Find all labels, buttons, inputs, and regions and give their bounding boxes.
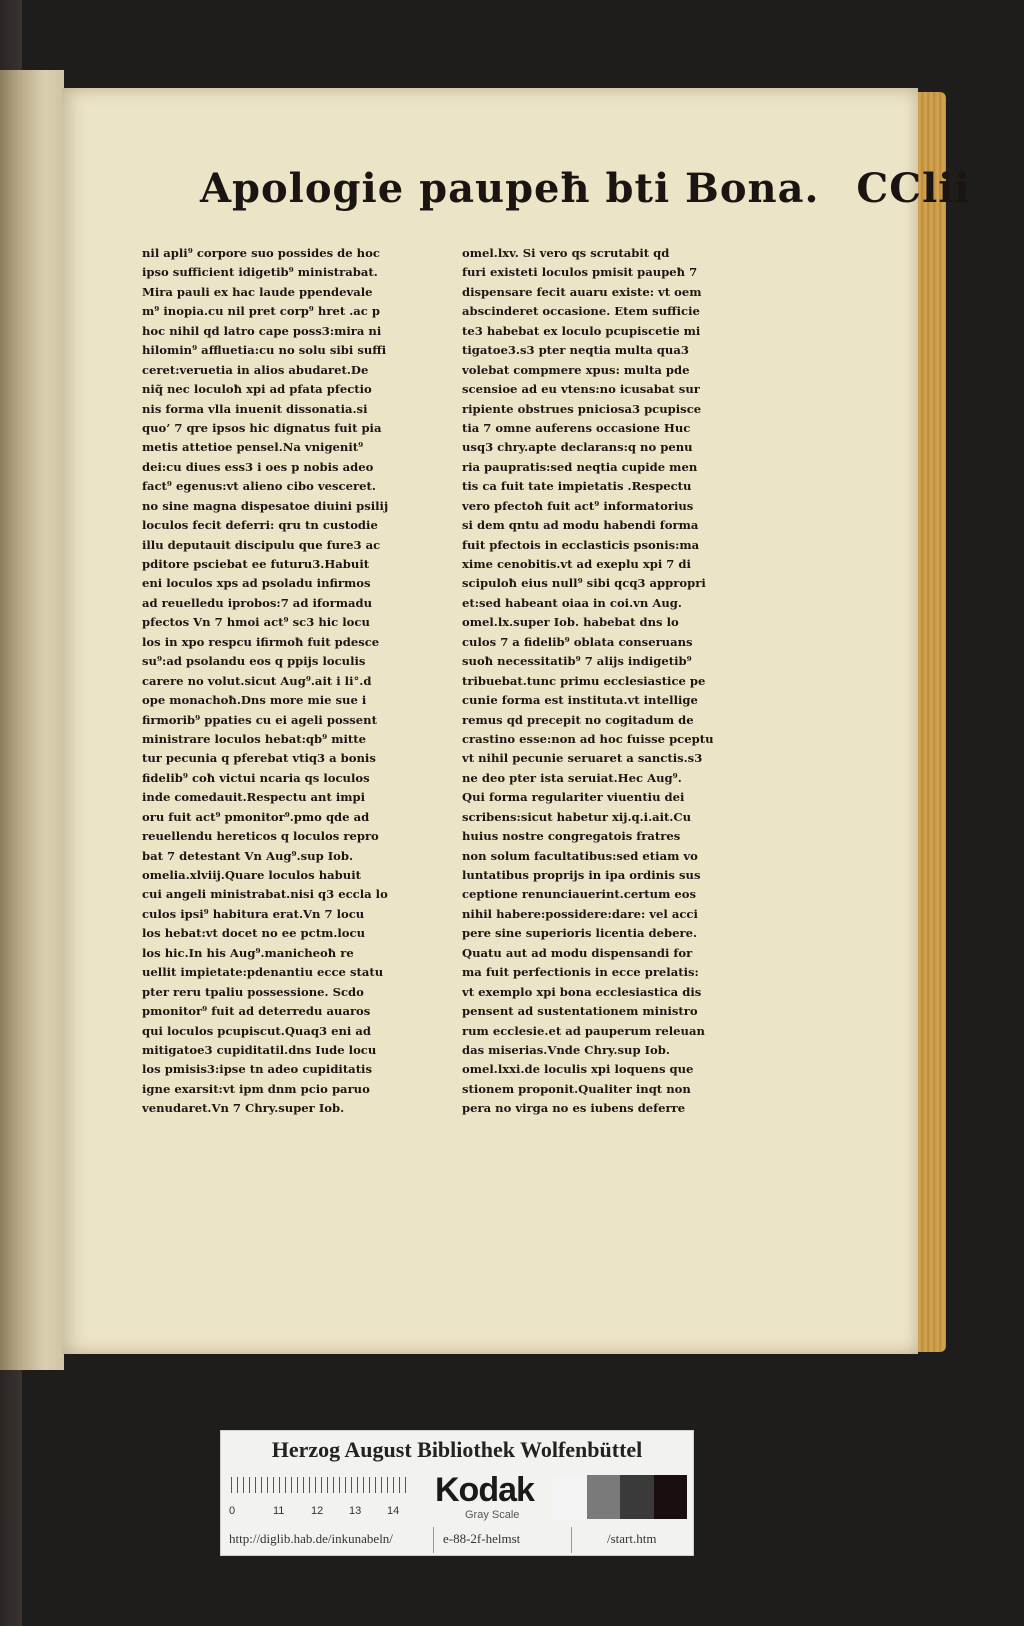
ruler xyxy=(231,1477,409,1504)
text-line: scribens:sicut habetur xij.q.i.ait.Cu xyxy=(462,809,692,824)
text-line: bat 7 detestant Vn Aug⁹.sup Iob. xyxy=(142,848,354,863)
text-line: vero pfectoħ fuit act⁹ informatorius xyxy=(462,498,694,513)
start-link: /start.htm xyxy=(607,1531,657,1546)
text-line: cui angeli ministrabat.nisi q3 eccla lo xyxy=(142,887,388,902)
gray-swatch xyxy=(587,1475,621,1519)
text-line: inde comedauit.Respectu ant impi xyxy=(142,790,366,805)
text-line: omelia.xlviij.Quare loculos habuit xyxy=(142,868,361,882)
ruler-number: 14 xyxy=(387,1505,400,1517)
text-line: tur pecunia q pferebat vtiq3 a bonis xyxy=(142,751,376,766)
ruler-number: 11 xyxy=(273,1505,285,1517)
gray-swatch xyxy=(620,1475,654,1519)
text-line: vt nihil pecunie seruaret a sanctis.s3 xyxy=(462,751,703,766)
text-line: oru fuit act⁹ pmonitor⁹.pmo qde ad xyxy=(142,809,370,824)
text-line: los hebat:vt docet no ee pctm.locu xyxy=(142,926,365,941)
text-line: ministrare loculos hebat:qb⁹ mitte xyxy=(142,731,367,746)
text-line: metis attetioe pensel.Na vnigenit⁹ xyxy=(142,440,364,455)
ruler-number: 13 xyxy=(349,1505,362,1517)
text-line: rum ecclesie.et ad pauperum releuan xyxy=(462,1023,705,1038)
text-line: m⁹ inopia.cu nil pret corp⁹ hret .ac p xyxy=(142,304,380,319)
text-line: Mira pauli ex hac laude ppendevale xyxy=(142,284,373,299)
text-line: xime cenobitis.vt ad exeplu xpi 7 di xyxy=(462,557,691,571)
gray-swatch xyxy=(553,1475,587,1519)
text-line: luntatibus proprijs in ipa ordinis sus xyxy=(462,868,701,882)
text-line: scipuloħ eius null⁹ sibi qcq3 appropri xyxy=(462,576,706,591)
text-line: pditore psciebat ee futuru3.Habuit xyxy=(142,557,370,571)
text-line: niq̃ nec loculoħ xpi ad pfata pfectio xyxy=(142,382,372,397)
kodak-logo: Kodak xyxy=(435,1471,534,1509)
text-line: firmorib⁹ ppaties cu ei ageli possent xyxy=(142,712,377,727)
text-line: tribuebat.tunc primu ecclesiastice pe xyxy=(462,673,706,688)
text-line: ope monachoħ.Dns more mie sue i xyxy=(142,693,367,708)
text-line: los in xpo respcu ifirmoħ fuit pdesce xyxy=(142,634,380,649)
ruler-numbers xyxy=(229,1505,419,1519)
text-line: et:sed habeant oiaa in coi.vn Aug. xyxy=(462,595,682,610)
folio-number: CClii xyxy=(856,165,971,212)
text-line: omel.lxv. Si vero qs scrutabit qd xyxy=(462,246,670,260)
text-line: fidelib⁹ coħ victui ncaria qs loculos xyxy=(142,770,370,785)
text-line: ipso sufficient idigetib⁹ ministrabat. xyxy=(142,265,378,280)
text-line: fact⁹ egenus:vt alieno cibo vesceret. xyxy=(142,479,376,494)
facing-page-edge xyxy=(0,70,64,1370)
text-line: pter reru tpaliu possessione. Scdo xyxy=(142,984,364,999)
text-line: pensent ad sustentationem ministro xyxy=(462,1004,698,1019)
text-line: tigatoe3.s3 pter neqtia multa qua3 xyxy=(462,343,689,358)
ruler-number: 0 xyxy=(229,1505,236,1517)
text-line: nis forma vlla inuenit dissonatia.si xyxy=(142,401,368,416)
text-line: non solum facultatibus:sed etiam vo xyxy=(462,848,698,863)
text-line: los pmisis3:ipse tn adeo cupiditatis xyxy=(142,1062,372,1077)
text-line: ma fuit perfectionis in ecce prelatis: xyxy=(462,965,699,980)
text-line: furi existeti loculos pmisit paupeħ 7 xyxy=(462,265,698,280)
text-line: fuit pfectois in ecclasticis psonis:ma xyxy=(462,537,700,552)
url-row xyxy=(221,1529,693,1551)
gray-scale-label: Gray Scale xyxy=(465,1509,520,1521)
text-line: cunie forma est instituta.vt intellige xyxy=(462,693,698,708)
text-line: ceptione renunciauerint.certum eos xyxy=(462,887,697,902)
text-line: stionem proponit.Qualiter inqt non xyxy=(462,1081,691,1096)
ruler-number: 12 xyxy=(311,1505,324,1517)
text-line: Quatu aut ad modu dispensandi for xyxy=(462,945,693,960)
running-head-title: Apologie paupeħ bti Bona. xyxy=(200,165,820,212)
text-line: los hic.In his Aug⁹.manicheoħ re xyxy=(142,945,354,960)
text-line: remus qd precepit no cogitadum de xyxy=(462,712,694,727)
text-line: venudaret.Vn 7 Chry.super Iob. xyxy=(142,1101,345,1116)
text-line: suoħ necessitatib⁹ 7 alijs indigetib⁹ xyxy=(462,654,692,669)
text-line: volebat compmere xpus: multa pde xyxy=(462,362,690,377)
text-line: si dem qntu ad modu habendi forma xyxy=(462,518,699,533)
text-line: ria paupratis:sed neqtia cupide men xyxy=(462,459,698,474)
text-line: hoc nihil qd latro cape poss3:mira ni xyxy=(142,323,382,338)
text-line: huius nostre congregatois fratres xyxy=(462,829,681,844)
institution-label: Herzog August Bibliothek Wolfenbüttel xyxy=(271,1437,643,1462)
text-line: eni loculos xps ad psoladu infirmos xyxy=(142,576,371,591)
text-line: loculos fecit deferri: qru tn custodie xyxy=(142,518,378,533)
source-url: http://diglib.hab.de/inkunabeln/ xyxy=(229,1531,393,1546)
text-line: pera no virga no es iubens deferre xyxy=(462,1101,686,1116)
text-line: ceret:veruetia in alios abudaret.De xyxy=(142,362,369,377)
shelfmark: e-88-2f-helmst xyxy=(443,1531,521,1546)
text-line: dei:cu diues ess3 i oes p nobis adeo xyxy=(142,459,374,474)
text-line: culos 7 a fidelib⁹ oblata conseruans xyxy=(462,634,693,649)
text-line: tis ca fuit tate impietatis .Respectu xyxy=(462,479,692,494)
text-line: ripiente obstrues pniciosa3 pcupisce xyxy=(462,401,702,416)
text-line: tia 7 omne auferens occasione Huc xyxy=(462,420,691,435)
text-line: dispensare fecit auaru existe: vt oem xyxy=(462,284,702,299)
text-line: scensioe ad eu vtens:no icusabat sur xyxy=(462,382,700,397)
text-line: carere no volut.sicut Aug⁹.ait i li°.d xyxy=(142,673,372,688)
text-line: quo’ 7 qre ipsos hic dignatus fuit pia xyxy=(142,420,382,435)
text-line: abscinderet occasione. Etem sufficie xyxy=(462,304,700,319)
text-line: hilomin⁹ affluetia:cu no solu sibi suffi xyxy=(142,343,387,358)
running-head xyxy=(200,165,971,225)
text-line: culos ipsi⁹ habitura erat.Vn 7 locu xyxy=(142,906,365,921)
text-line: ne deo pter ista seruiat.Hec Aug⁹. xyxy=(462,770,682,785)
text-column-left xyxy=(142,244,417,1119)
text-line: pmonitor⁹ fuit ad deterredu auaros xyxy=(142,1004,371,1019)
text-line: no sine magna dispesatoe diuini psilij xyxy=(142,498,389,513)
text-line: das miserias.Vnde Chry.sup Iob. xyxy=(462,1042,670,1057)
text-line: pere sine superioris licentia debere. xyxy=(462,926,698,941)
text-line: usq3 chry.apte declarans:q no penu xyxy=(462,440,693,455)
color-scale-card xyxy=(220,1430,694,1556)
text-line: mitigatoe3 cupiditatil.dns Iude locu xyxy=(142,1042,377,1057)
text-line: pfectos Vn 7 hmoi act⁹ sc3 hic locu xyxy=(142,615,370,630)
text-line: illu deputauit discipulu que fure3 ac xyxy=(142,537,381,552)
text-column-right xyxy=(462,244,737,1119)
text-line: ad reuelledu iprobos:7 ad iformadu xyxy=(142,595,373,610)
gray-swatches xyxy=(553,1475,687,1519)
text-line: Qui forma regulariter viuentiu dei xyxy=(462,790,685,805)
text-line: te3 habebat ex loculo pcupiscetie mi xyxy=(462,323,701,338)
text-line: su⁹:ad psolandu eos q ppijs loculis xyxy=(142,654,366,669)
text-line: crastino esse:non ad hoc fuisse pceptu xyxy=(462,731,714,746)
text-line: igne exarsit:vt ipm dnm pcio paruo xyxy=(142,1081,370,1096)
gray-swatch xyxy=(654,1475,688,1519)
text-line: uellit impietate:pdenantiu ecce statu xyxy=(142,965,384,980)
text-line: vt exemplo xpi bona ecclesiastica dis xyxy=(462,984,702,999)
text-line: qui loculos pcupiscut.Quaq3 eni ad xyxy=(142,1023,371,1038)
text-line: omel.lxxi.de loculis xpi loquens que xyxy=(462,1062,694,1077)
text-line: nihil habere:possidere:dare: vel acci xyxy=(462,906,698,921)
text-line: omel.lx.super Iob. habebat dns lo xyxy=(462,615,679,630)
text-line: nil apli⁹ corpore suo possides de hoc xyxy=(142,246,380,260)
text-line: reuellendu hereticos q loculos repro xyxy=(142,829,379,844)
